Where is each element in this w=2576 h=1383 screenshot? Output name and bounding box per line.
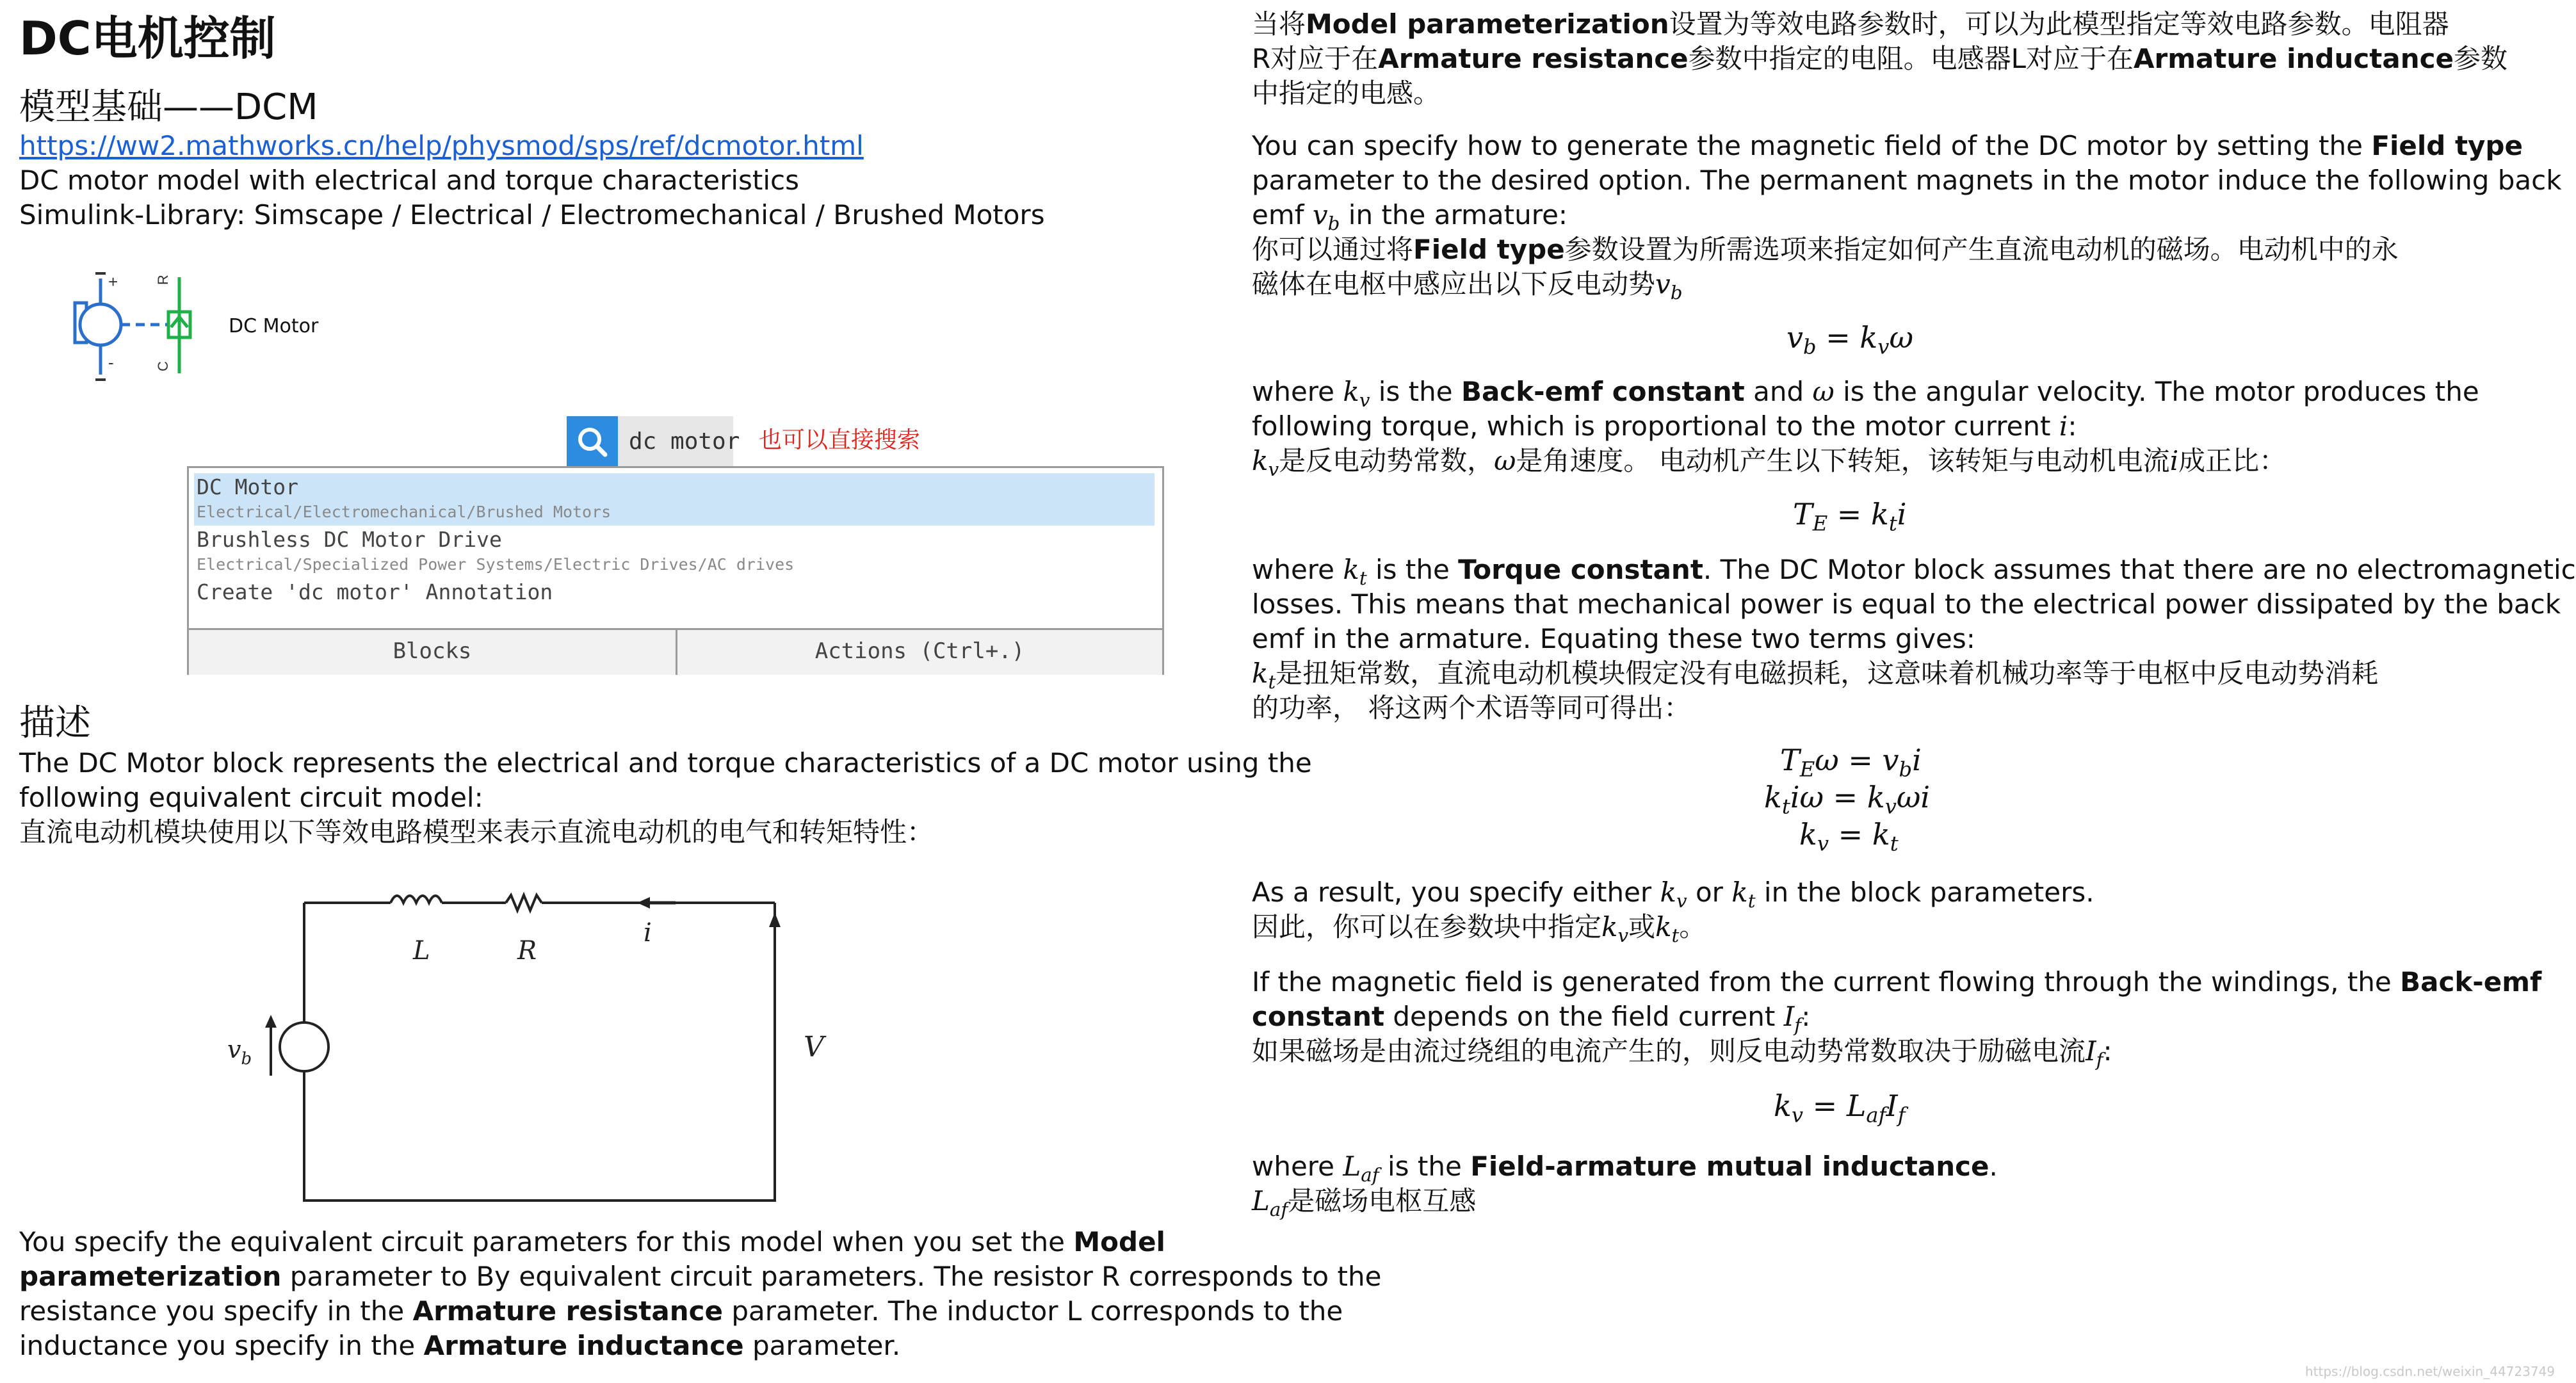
search-icon — [567, 416, 618, 467]
tab-blocks[interactable]: Blocks — [189, 630, 677, 675]
field-current-line: If the magnetic field is generated from the current flowing through the windings, the Back-emf — [1252, 966, 2542, 998]
search-note: 也可以直接搜索 — [759, 427, 921, 453]
torque-line: where $k_t$ is the Torque constant. The DC Motor block assumes that there are no electromagnetic — [1252, 554, 2576, 589]
result-line: As a result, you specify either $k_v$ or $k_t$ in the block parameters. — [1252, 877, 2094, 912]
search-results-panel — [187, 466, 1164, 675]
label-R: R — [517, 936, 537, 966]
torque-line-zh: 的功率， 将这两个术语等同可得出： — [1252, 692, 1691, 724]
back-emf-source — [265, 1015, 328, 1076]
model-description: DC motor model with electrical and torque characteristics — [19, 165, 799, 196]
equation-back-emf: $v_b = k_v\omega$ — [1786, 320, 1913, 359]
equation-power-balance: $T_E\omega = v_bi$ — [1780, 743, 1922, 782]
back-emf-line: following torque, which is proportional to the motor current i: — [1252, 410, 2077, 442]
inductor-symbol — [391, 896, 442, 903]
block-label: DC Motor — [229, 315, 319, 337]
torque-line: losses. This means that mechanical power is equal to the electrical power dissipated by the back — [1252, 588, 2561, 620]
port-r-label: R — [155, 275, 171, 285]
result-title[interactable]: DC Motor — [197, 474, 298, 499]
port-c-label: C — [155, 361, 171, 371]
rotational-port-symbol — [168, 277, 190, 373]
field-type-line-zh: 你可以通过将Field type参数设置为所需选项来指定如何产生直流电动机的磁场。电动机中的永 — [1252, 234, 2399, 265]
result-title[interactable]: Brushless DC Motor Drive — [197, 527, 502, 552]
parameter-paragraph-line: inductance you specify in the Armature inductance parameter. — [19, 1330, 901, 1361]
field-type-line: emf $v_b$ in the armature: — [1252, 199, 1568, 234]
mutual-inductance-line-zh: $L_{af}$是磁场电枢互感 — [1252, 1185, 1477, 1220]
equation-torque: $T_E = k_ti$ — [1793, 497, 1907, 536]
zh-paragraph-line: 当将Model parameterization设置为等效电路参数时，可以为此模型指定等效电路参数。电阻器 — [1252, 8, 2449, 40]
equation-power-balance: $k_ti\omega = k_v\omega i$ — [1764, 780, 1931, 819]
description-line: The DC Motor block represents the electrical and torque characteristics of a DC motor using the — [19, 747, 1312, 779]
tab-actions[interactable]: Actions (Ctrl+.) — [677, 630, 1162, 675]
result-path: Electrical/Electromechanical/Brushed Motors — [197, 503, 612, 521]
field-type-line-zh: 磁体在电枢中感应出以下反电动势$v_b$ — [1252, 268, 1683, 303]
equation-mutual-inductance: $k_v = L_{af}I_f$ — [1774, 1088, 1906, 1128]
field-current-line-zh: 如果磁场是由流过绕组的电流产生的，则反电动势常数取决于励磁电流$I_f$: — [1252, 1035, 2112, 1071]
motor-symbol — [75, 279, 170, 375]
search-button[interactable] — [567, 416, 618, 467]
dc-motor-block-icon[interactable] — [67, 266, 221, 384]
label-i: i — [644, 918, 652, 948]
current-arrow — [637, 897, 650, 909]
doc-link[interactable]: https://ww2.mathworks.cn/help/physmod/sps/ref/dcmotor.html — [19, 130, 864, 161]
port-plus-label: + — [108, 272, 118, 291]
page-title: DC电机控制 — [19, 12, 276, 65]
section-heading: 描述 — [19, 702, 91, 744]
zh-paragraph-line: 中指定的电感。 — [1252, 77, 1441, 109]
result-line-zh: 因此，你可以在参数块中指定$k_v$或$k_t$。 — [1252, 911, 1706, 946]
equivalent-circuit-diagram — [218, 884, 858, 1217]
mutual-inductance-line: where $L_{af}$ is the Field-armature mutual inductance. — [1252, 1151, 1998, 1186]
resistor-symbol — [506, 895, 542, 910]
label-vb: $v_b$ — [227, 1035, 252, 1069]
label-L: L — [413, 936, 430, 966]
parameter-paragraph-line: parameterization parameter to By equivalent circuit parameters. The resistor R corresponds to the — [19, 1261, 1382, 1292]
terminal-voltage-arrow — [769, 912, 781, 927]
back-emf-line-zh: $k_v$是反电动势常数，ω是角速度。 电动机产生以下转矩，该转矩与电动机电流i成正比： — [1252, 445, 2287, 480]
search-query[interactable]: dc motor — [629, 428, 740, 455]
subtitle: 模型基础——DCM — [19, 86, 318, 128]
result-path: Electrical/Specialized Power Systems/Electric Drives/AC drives — [197, 555, 795, 574]
results-tabs — [189, 628, 1162, 675]
watermark: https://blog.csdn.net/weixin_44723749 — [2305, 1364, 2556, 1379]
result-title[interactable]: Create 'dc motor' Annotation — [197, 579, 553, 604]
label-V: V — [804, 1031, 824, 1064]
back-emf-line: where $k_v$ is the Back-emf constant and ω is the angular velocity. The motor produces the — [1252, 376, 2479, 411]
port-minus-label: - — [108, 353, 114, 372]
equation-constants-equal: $k_v = k_t$ — [1799, 817, 1899, 856]
parameter-paragraph-line: resistance you specify in the Armature resistance parameter. The inductor L corresponds to the — [19, 1295, 1343, 1327]
description-line-zh: 直流电动机模块使用以下等效电路模型来表示直流电动机的电气和转矩特性： — [19, 816, 934, 848]
field-type-line: parameter to the desired option. The permanent magnets in the motor induce the following back — [1252, 165, 2562, 196]
field-current-line: constant depends on the field current $I_f$: — [1252, 1001, 1811, 1036]
zh-paragraph-line: R对应于在Armature resistance参数中指定的电阻。电感器L对应于在Armature inductance参数 — [1252, 43, 2508, 74]
library-path: Simulink-Library: Simscape / Electrical / Electromechanical / Brushed Motors — [19, 199, 1045, 230]
torque-line-zh: $k_t$是扭矩常数，直流电动机模块假定没有电磁损耗，这意味着机械功率等于电枢中反电动势消耗 — [1252, 658, 2379, 693]
parameter-paragraph-line: You specify the equivalent circuit parameters for this model when you set the Model — [19, 1226, 1165, 1258]
field-type-line: You can specify how to generate the magnetic field of the DC motor by setting the Field type — [1252, 130, 2523, 161]
torque-line: emf in the armature. Equating these two terms gives: — [1252, 623, 1975, 654]
description-line: following equivalent circuit model: — [19, 782, 483, 813]
